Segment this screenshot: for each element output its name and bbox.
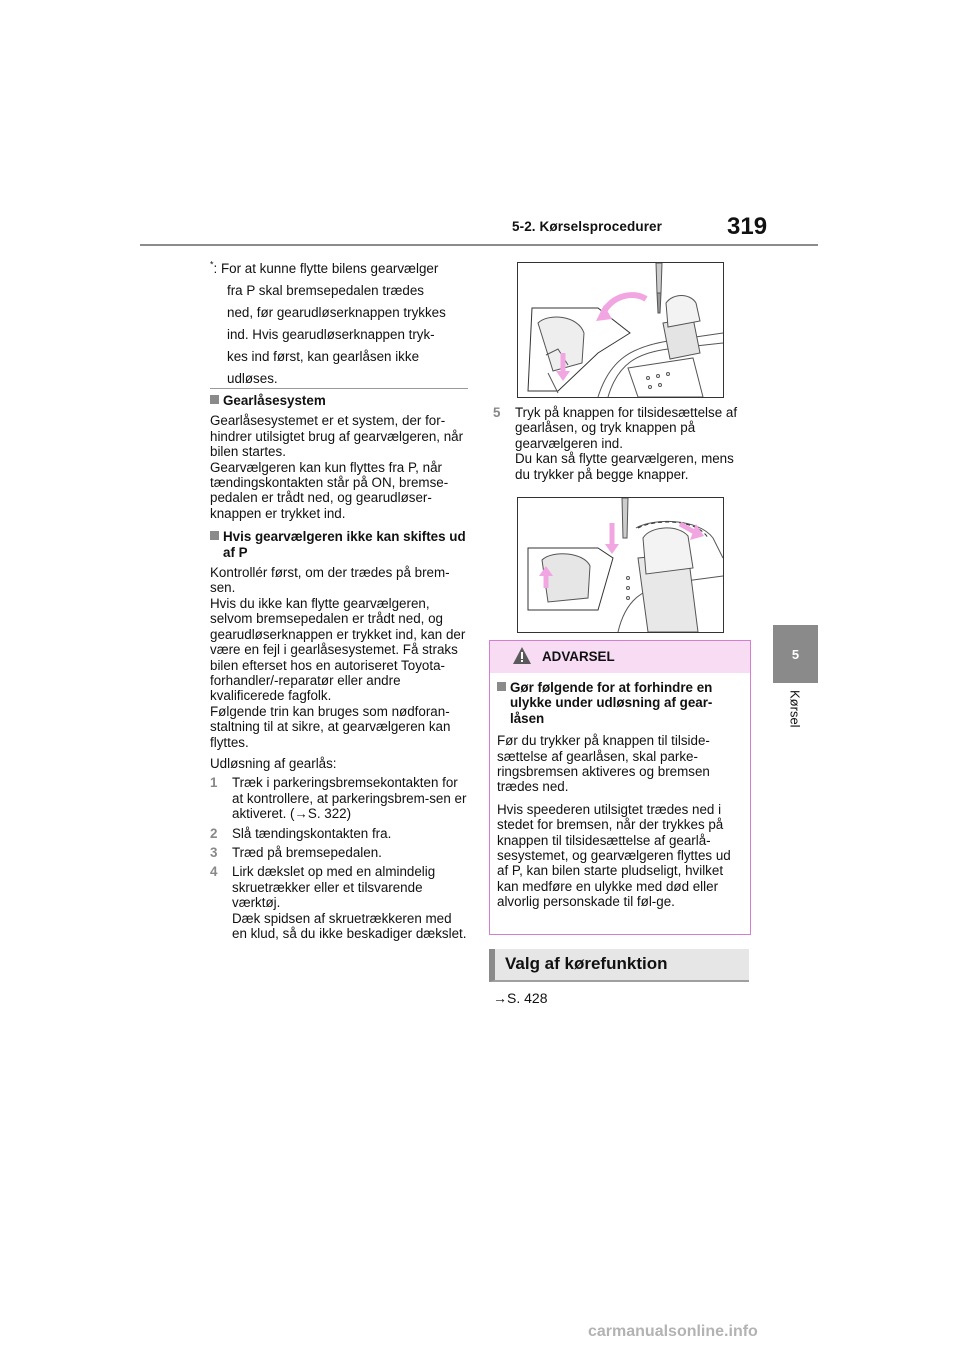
step-item: 4 Lirk dækslet op med en almindelig skruetrækker eller et tilsvarende værktøj. bbox=[210, 864, 436, 911]
cannot-shift-para: Kontrollér først, om der trædes på brem-sen. bbox=[210, 565, 450, 596]
step-item: 3 Træd på bremsepedalen. bbox=[210, 844, 382, 860]
chapter-tab: 5 bbox=[773, 625, 818, 683]
divider bbox=[210, 388, 468, 389]
square-bullet-icon bbox=[497, 682, 506, 691]
warning-title: ADVARSEL bbox=[542, 649, 615, 664]
warning-triangle-icon bbox=[512, 646, 532, 665]
footnote-line: kes ind først, kan gearlåsen ikke bbox=[227, 349, 420, 365]
warning-para: Før du trykker på knappen til tilside-sættelse af gearlåsen, skal parke-ringsbremsen aktiveres og bremsen trædes ned. bbox=[497, 733, 710, 795]
cannot-shift-para: Følgende trin kan bruges som nødforan-staltning til at sikre, at gearvælgeren kan flyttes. bbox=[210, 703, 451, 750]
illustration-override-button bbox=[518, 498, 723, 632]
watermark: carmanualsonline.info bbox=[588, 1323, 758, 1340]
step-5 bbox=[493, 405, 751, 482]
square-bullet-icon bbox=[210, 395, 219, 404]
cannot-shift-para: Hvis du ikke kan flytte gearvælgeren, selvom bremsepedalen er trådt ned, og gearudløserknappen er trykket ind, kan der være en fejl i gearlåsesystemet. Få straks bilen efterset hos en autoriseret Toyota-forhandler/-reparatør eller andre kvalificerede fagfolk. bbox=[210, 595, 466, 704]
gearlock-heading: Gearlåsesystem bbox=[210, 393, 468, 408]
warning-para: Hvis speederen utilsigtet trædes ned i stedet for bremsen, når der trykkes på knappen til tilsidesættelse af gearlå-sesystemet, og gearvælgeren flyttes ud af P, kan bilen starte pludseligt, hvilket kan medføre en ulykke med død eller alvorlig personskade til føl-ge. bbox=[497, 801, 731, 910]
footnote-line: ind. Hvis gearudløserknappen tryk- bbox=[227, 327, 435, 343]
step-item: 1 Træk i parkeringsbremsekontakten for at kontrollere, at parkeringsbrem-sen er aktiveret. (→S. 322) bbox=[210, 775, 467, 822]
warning-box bbox=[489, 640, 751, 935]
footnote-line: udløses. bbox=[227, 371, 278, 387]
illustration-cover-removal bbox=[518, 263, 723, 397]
cannot-shift-heading: Hvis gearvælgeren ikke kan skiftes ud af P bbox=[210, 529, 468, 560]
page-number: 319 bbox=[727, 213, 768, 240]
footnote-line: ned, før gearudløserknappen trykkes bbox=[227, 305, 446, 321]
drive-mode-title: Valg af kørefunktion bbox=[505, 954, 668, 973]
gearlock-para: Gearlåsesystemet er et system, der for-hindrer utilsigtet brug af gearvælgeren, når bilen startes. bbox=[210, 413, 464, 460]
footnote bbox=[210, 254, 472, 390]
warning-header bbox=[490, 641, 750, 673]
figure-open-cover bbox=[517, 262, 724, 398]
header-rule bbox=[140, 244, 818, 246]
step-item: 2 Slå tændingskontakten fra. bbox=[210, 825, 392, 841]
release-label: Udløsning af gearlås: bbox=[210, 755, 337, 771]
step-item: 5 Tryk på knappen for tilsidesættelse af gearlåsen, og tryk knappen på gearvælgeren ind. bbox=[493, 405, 738, 451]
footnote-marker: * bbox=[210, 260, 214, 270]
square-bullet-icon bbox=[210, 531, 219, 540]
step-item: Dæk spidsen af skruetrækkeren med en klud, så du ikke beskadiger dækslet. bbox=[232, 910, 467, 941]
section-title: 5-2. Kørselsprocedurer bbox=[512, 219, 663, 234]
footnote-line: : For at kunne flytte bilens gearvælger bbox=[213, 261, 439, 277]
figure-override-button bbox=[517, 497, 724, 633]
warning-heading: Gør følgende for at forhindre en ulykke under udløsning af gear-låsen bbox=[497, 680, 743, 726]
page-reference[interactable]: →S. 428 bbox=[493, 990, 548, 1006]
gearlock-para: Gearvælgeren kan kun flyttes fra P, når tændingskontakten står på ON, bremse-pedalen er trådt ned, og gearudløser-knappen er trykket ind. bbox=[210, 459, 449, 521]
chapter-label: Kørsel bbox=[787, 690, 803, 728]
warning-body bbox=[497, 680, 743, 917]
drive-mode-heading bbox=[489, 949, 749, 982]
gearlock-section bbox=[210, 393, 468, 941]
step-item: Du kan så flytte gearvælgeren, mens du trykker på begge knapper. bbox=[515, 451, 734, 482]
footnote-line: fra P skal bremsepedalen trædes bbox=[227, 283, 424, 299]
